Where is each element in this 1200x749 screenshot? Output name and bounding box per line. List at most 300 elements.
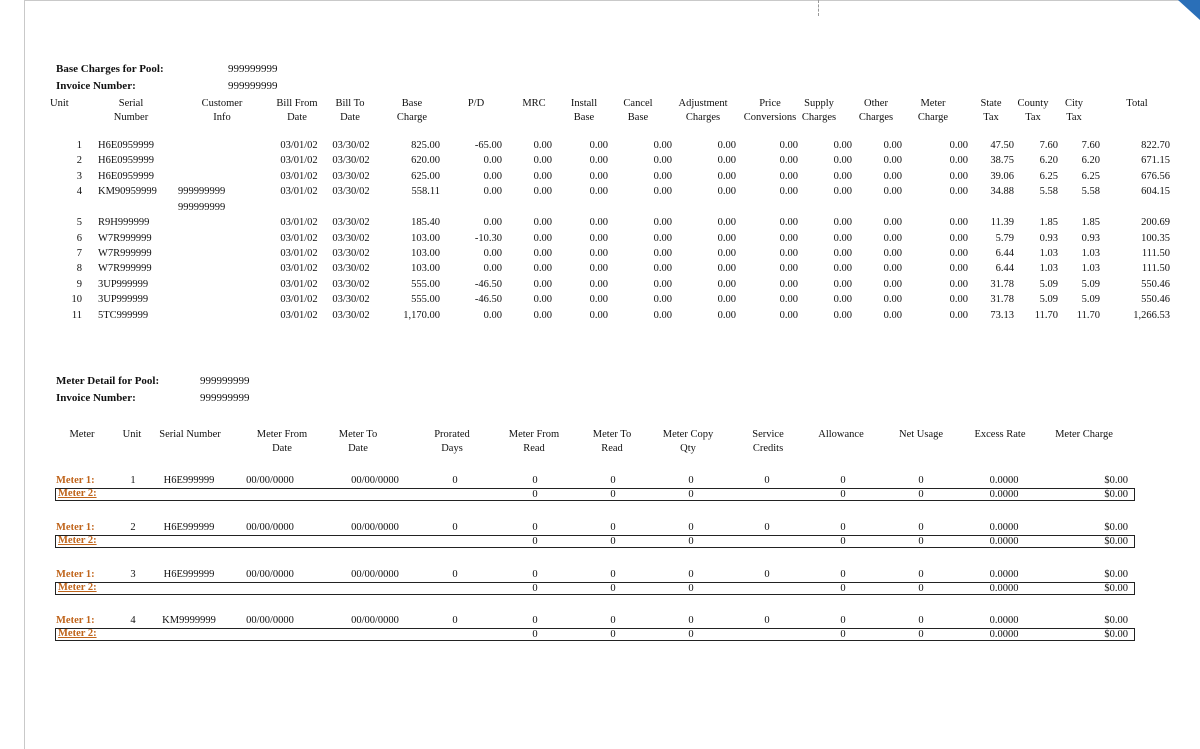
base-row-0-cell-4: 03/30/02 [332,140,370,151]
base-row-7-cell-12: 0.00 [833,248,852,259]
base-header-11-line1: Price [759,98,781,109]
meter-group-2-m2-cell-2: 0 [688,583,694,594]
base-row-8-cell-6: 0.00 [483,263,502,274]
base-row-8-cell-4: 03/30/02 [332,263,370,274]
base-row-11-cell-1: 5TC999999 [98,310,149,321]
meter-group-2-m1-cell-11: 0 [918,569,924,580]
base-row-3-cell-0: 4 [76,186,82,197]
base-header-5-line2: Charge [396,112,428,123]
base-row-5-cell-10: 0.00 [717,217,736,228]
meter-group-3-m1-cell-10: 0 [840,615,846,626]
base-row-0-cell-14: 0.00 [949,140,968,151]
base-row-11-cell-9: 0.00 [653,310,672,321]
base-row-2-cell-1: H6E0959999 [98,171,154,182]
base-row-1-cell-8: 0.00 [589,155,608,166]
base-row-6-cell-10: 0.00 [717,233,736,244]
page-break-mark [818,0,820,16]
base-header-5-line1: Base [401,98,423,109]
meter-group-0-m1-cell-3: 00/00/0000 [246,475,294,486]
meter-group-3-m1-cell-3: 00/00/0000 [246,615,294,626]
base-row-2-cell-4: 03/30/02 [332,171,370,182]
base-row-10-cell-3: 03/01/02 [280,294,318,305]
base-row-3-cell-12: 0.00 [833,186,852,197]
meter-group-1-m1-cell-9: 0 [764,522,770,533]
meter-group-3-m2-cell-1: 0 [610,629,616,640]
meter-group-2-m1-cell-5: 0 [452,569,458,580]
meter-group-1-m1-cell-1: 2 [130,522,136,533]
base-row-0-cell-7: 0.00 [533,140,552,151]
meter-group-3-m2-cell-5: 0.0000 [989,629,1019,640]
base-header-2-line2: Info [213,112,231,123]
base-row-9-cell-12: 0.00 [833,279,852,290]
meter-pool-value: 999999999 [200,375,250,387]
base-row-9-cell-0: 9 [76,279,82,290]
base-row-7-cell-11: 0.00 [779,248,798,259]
meter-group-2-m1-cell-13: $0.00 [1104,569,1128,580]
base-row-8-cell-12: 0.00 [833,263,852,274]
meter-group-0-m2-cell-1: 0 [610,489,616,500]
base-row-7-cell-6: 0.00 [483,248,502,259]
meter-group-0-m1-cell-7: 0 [610,475,616,486]
base-header-16-line2: Tax [1025,112,1041,123]
base-row-3-cell-14: 0.00 [949,186,968,197]
base-header-1-line1: Serial [118,98,144,109]
base-row-1-cell-11: 0.00 [779,155,798,166]
base-row-9-cell-5: 555.00 [411,279,440,290]
base-pool-label: Base Charges for Pool: [56,63,164,75]
base-row-0-cell-9: 0.00 [653,140,672,151]
base-row-3-cell-8: 0.00 [589,186,608,197]
base-header-16-line1: County [1017,98,1049,109]
meter-group-2-m2-cell-3: 0 [840,583,846,594]
base-row-7-cell-18: 111.50 [1141,248,1170,259]
base-row-9-cell-4: 03/30/02 [332,279,370,290]
base-row-9-cell-13: 0.00 [883,279,902,290]
base-row-8-cell-15: 6.44 [995,263,1014,274]
meter-group-0-m1-cell-10: 0 [840,475,846,486]
base-row-1-cell-9: 0.00 [653,155,672,166]
base-row-0-cell-16: 7.60 [1039,140,1058,151]
base-row-11-cell-3: 03/01/02 [280,310,318,321]
base-row-0-cell-1: H6E0959999 [98,140,154,151]
base-row-3-cell-2: 999999999 [178,186,226,197]
base-row-7-cell-9: 0.00 [653,248,672,259]
base-row-9-cell-15: 31.78 [990,279,1014,290]
meter-group-2-m2-label: Meter 2: [58,582,97,593]
base-row-10-cell-4: 03/30/02 [332,294,370,305]
base-row-10-cell-6: -46.50 [474,294,502,305]
base-row-3-cell-10: 0.00 [717,186,736,197]
base-row-3-cell-5: 558.11 [411,186,440,197]
base-header-15-line1: State [980,98,1002,109]
base-row-2-cell-15: 39.06 [990,171,1014,182]
base-row-0-cell-0: 1 [76,140,82,151]
base-header-2-line1: Customer [201,98,243,109]
meter-header-8-line2: Qty [680,443,696,454]
meter-group-2-m2-cell-6: $0.00 [1104,583,1128,594]
base-row-10-cell-10: 0.00 [717,294,736,305]
base-header-13-line2: Charges [858,112,894,123]
base-row-8-cell-3: 03/01/02 [280,263,318,274]
base-header-3-line2: Date [287,112,307,123]
base-row-2-cell-6: 0.00 [483,171,502,182]
base-invoice-label: Invoice Number: [56,80,136,92]
meter-group-1-m1-cell-3: 00/00/0000 [246,522,294,533]
base-row-5-cell-6: 0.00 [483,217,502,228]
base-row-11-cell-14: 0.00 [949,310,968,321]
meter-group-2-m1-cell-8: 0 [688,569,694,580]
meter-group-0-m2-cell-0: 0 [532,489,538,500]
meter-group-2-m1-cell-1: 3 [130,569,136,580]
base-row-6-cell-7: 0.00 [533,233,552,244]
base-row-1-cell-6: 0.00 [483,155,502,166]
base-row-11-cell-6: 0.00 [483,310,502,321]
base-row-11-cell-7: 0.00 [533,310,552,321]
base-row-10-cell-0: 10 [71,294,82,305]
base-row-8-cell-11: 0.00 [779,263,798,274]
base-row-1-cell-15: 38.75 [990,155,1014,166]
meter-group-3-m2-row [55,628,1135,641]
base-row-8-cell-14: 0.00 [949,263,968,274]
base-row-3-cell-18: 604.15 [1141,186,1170,197]
base-row-11-cell-12: 0.00 [833,310,852,321]
meter-group-1-m2-label: Meter 2: [58,535,97,546]
base-row-2-cell-14: 0.00 [949,171,968,182]
base-header-18-line1: Total [1126,98,1148,109]
base-row-11-cell-8: 0.00 [589,310,608,321]
meter-group-1-m1-cell-0: Meter 1: [56,522,95,533]
base-row-2-cell-10: 0.00 [717,171,736,182]
base-row-9-cell-6: -46.50 [474,279,502,290]
meter-group-1-m2-cell-5: 0.0000 [989,536,1019,547]
meter-group-0-m1-cell-8: 0 [688,475,694,486]
base-row-5-cell-15: 11.39 [990,217,1014,228]
meter-group-3-m1-cell-6: 0 [532,615,538,626]
meter-header-9-line1: Service [752,429,784,440]
base-row-7-cell-1: W7R999999 [98,248,152,259]
base-row-2-cell-0: 3 [76,171,82,182]
base-row-9-cell-17: 5.09 [1081,279,1100,290]
base-row-8-cell-7: 0.00 [533,263,552,274]
meter-group-3-m2-cell-0: 0 [532,629,538,640]
base-row-7-cell-15: 6.44 [995,248,1014,259]
base-row-5-cell-18: 200.69 [1141,217,1170,228]
meter-group-3-m2-cell-4: 0 [918,629,924,640]
base-row-1-cell-17: 6.20 [1081,155,1100,166]
meter-header-5-line1: Prorated [434,429,470,440]
meter-header-6-line1: Meter From [508,429,560,440]
base-row-3-cell-15: 34.88 [990,186,1014,197]
base-row-8-cell-18: 111.50 [1141,263,1170,274]
base-header-3-line1: Bill From [276,98,318,109]
base-row-6-cell-3: 03/01/02 [280,233,318,244]
meter-group-0-m2-row [55,488,1135,501]
base-row-1-cell-1: H6E0959999 [98,155,154,166]
base-row-6-cell-0: 6 [76,233,82,244]
base-row-7-cell-7: 0.00 [533,248,552,259]
meter-group-1-m2-cell-1: 0 [610,536,616,547]
meter-group-3-m1-cell-0: Meter 1: [56,615,95,626]
meter-header-7-line2: Read [601,443,623,454]
base-row-9-cell-3: 03/01/02 [280,279,318,290]
base-row-0-cell-15: 47.50 [990,140,1014,151]
meter-group-3-m2-label: Meter 2: [58,628,97,639]
base-row-11-cell-11: 0.00 [779,310,798,321]
base-header-6-line1: P/D [467,98,485,109]
base-row-3-cell-17: 5.58 [1081,186,1100,197]
base-row-8-cell-16: 1.03 [1039,263,1058,274]
meter-group-2-m1-cell-2: H6E999999 [163,569,215,580]
base-row-5-cell-7: 0.00 [533,217,552,228]
base-row-7-cell-5: 103.00 [411,248,440,259]
base-row-7-cell-14: 0.00 [949,248,968,259]
base-row-6-cell-12: 0.00 [833,233,852,244]
base-row-11-cell-17: 11.70 [1076,310,1100,321]
base-header-10-line1: Adjustment [678,98,728,109]
base-row-8-cell-9: 0.00 [653,263,672,274]
base-row-0-cell-13: 0.00 [883,140,902,151]
meter-group-1-m1-cell-4: 00/00/0000 [351,522,399,533]
base-header-4-line1: Bill To [335,98,365,109]
base-row-2-cell-13: 0.00 [883,171,902,182]
meter-group-1-m1-cell-5: 0 [452,522,458,533]
base-row-10-cell-8: 0.00 [589,294,608,305]
meter-group-0-m1-cell-2: H6E999999 [163,475,215,486]
meter-group-2-m1-cell-7: 0 [610,569,616,580]
meter-group-3-m1-cell-9: 0 [764,615,770,626]
base-row-11-cell-5: 1,170.00 [403,310,440,321]
base-row-7-cell-0: 7 [76,248,82,259]
base-header-8-line2: Base [573,112,595,123]
base-header-7-line1: MRC [522,98,546,109]
meter-header-6-line2: Read [523,443,545,454]
base-row-1-cell-16: 6.20 [1039,155,1058,166]
meter-group-2-m2-cell-5: 0.0000 [989,583,1019,594]
meter-invoice-label: Invoice Number: [56,392,136,404]
meter-group-2-m1-cell-9: 0 [764,569,770,580]
meter-pool-label: Meter Detail for Pool: [56,375,160,387]
meter-group-2-m2-cell-4: 0 [918,583,924,594]
base-row-1-cell-10: 0.00 [717,155,736,166]
meter-group-1-m2-row [55,535,1135,548]
meter-group-3-m1-cell-11: 0 [918,615,924,626]
meter-group-3-m2-cell-2: 0 [688,629,694,640]
base-row-0-cell-18: 822.70 [1141,140,1170,151]
meter-header-0-line1: Meter [69,429,95,440]
meter-group-3-m1-cell-8: 0 [688,615,694,626]
base-row-10-cell-12: 0.00 [833,294,852,305]
meter-group-0-m1-cell-4: 00/00/0000 [351,475,399,486]
base-pool-value: 999999999 [228,63,278,75]
meter-group-3-m1-cell-5: 0 [452,615,458,626]
base-header-15-line2: Tax [983,112,999,123]
base-row-1-cell-3: 03/01/02 [280,155,318,166]
base-row-5-cell-1: R9H999999 [98,217,150,228]
meter-group-2-m1-cell-6: 0 [532,569,538,580]
base-row-2-cell-17: 6.25 [1081,171,1100,182]
base-row-6-cell-14: 0.00 [949,233,968,244]
meter-group-1-m1-cell-10: 0 [840,522,846,533]
base-row-6-cell-4: 03/30/02 [332,233,370,244]
base-row-8-cell-10: 0.00 [717,263,736,274]
base-row-7-cell-4: 03/30/02 [332,248,370,259]
meter-group-2-m2-row [55,582,1135,595]
meter-group-0-m1-cell-1: 1 [130,475,136,486]
base-row-7-cell-17: 1.03 [1081,248,1100,259]
base-row-10-cell-18: 550.46 [1141,294,1170,305]
base-row-1-cell-4: 03/30/02 [332,155,370,166]
base-row-10-cell-9: 0.00 [653,294,672,305]
base-row-6-cell-17: 0.93 [1081,233,1100,244]
base-row-2-cell-18: 676.56 [1141,171,1170,182]
base-row-3-cell-4: 03/30/02 [332,186,370,197]
base-row-10-cell-14: 0.00 [949,294,968,305]
base-row-6-cell-13: 0.00 [883,233,902,244]
meter-header-11-line1: Net Usage [898,429,944,440]
meter-group-1-m2-cell-3: 0 [840,536,846,547]
base-row-9-cell-16: 5.09 [1039,279,1058,290]
base-row-5-cell-8: 0.00 [589,217,608,228]
base-row-5-cell-14: 0.00 [949,217,968,228]
base-header-14-line2: Charge [917,112,949,123]
base-row-10-cell-17: 5.09 [1081,294,1100,305]
meter-header-4-line1: Meter To [338,429,378,440]
base-header-17-line2: Tax [1066,112,1082,123]
base-row-9-cell-10: 0.00 [717,279,736,290]
base-row-0-cell-12: 0.00 [833,140,852,151]
base-row-5-cell-16: 1.85 [1039,217,1058,228]
base-row-11-cell-15: 73.13 [990,310,1014,321]
base-row-8-cell-5: 103.00 [411,263,440,274]
base-row-10-cell-16: 5.09 [1039,294,1058,305]
base-row-5-cell-17: 1.85 [1081,217,1100,228]
meter-group-0-m2-cell-3: 0 [840,489,846,500]
base-row-3-cell-7: 0.00 [533,186,552,197]
meter-group-2-m1-cell-4: 00/00/0000 [351,569,399,580]
base-row-1-cell-5: 620.00 [411,155,440,166]
base-row-11-cell-10: 0.00 [717,310,736,321]
meter-header-3-line2: Date [272,443,292,454]
base-row-1-cell-12: 0.00 [833,155,852,166]
base-row-5-cell-13: 0.00 [883,217,902,228]
meter-header-9-line2: Credits [752,443,784,454]
base-header-12-line2: Charges [801,112,837,123]
base-row-10-cell-13: 0.00 [883,294,902,305]
base-row-6-cell-9: 0.00 [653,233,672,244]
meter-group-2-m1-cell-12: 0.0000 [989,569,1019,580]
meter-group-0-m2-cell-6: $0.00 [1104,489,1128,500]
base-row-3-cell-9: 0.00 [653,186,672,197]
base-row-2-cell-9: 0.00 [653,171,672,182]
base-row-4-cell-2: 999999999 [178,202,226,213]
meter-invoice-value: 999999999 [200,392,250,404]
base-row-7-cell-3: 03/01/02 [280,248,318,259]
base-row-0-cell-6: -65.00 [474,140,502,151]
base-row-1-cell-0: 2 [76,155,82,166]
base-row-8-cell-13: 0.00 [883,263,902,274]
meter-group-3-m1-cell-1: 4 [130,615,136,626]
base-row-6-cell-11: 0.00 [779,233,798,244]
base-row-3-cell-13: 0.00 [883,186,902,197]
meter-group-0-m1-cell-12: 0.0000 [989,475,1019,486]
meter-group-1-m1-cell-13: $0.00 [1104,522,1128,533]
base-row-5-cell-3: 03/01/02 [280,217,318,228]
base-row-8-cell-17: 1.03 [1081,263,1100,274]
meter-group-0-m1-cell-11: 0 [918,475,924,486]
base-row-7-cell-10: 0.00 [717,248,736,259]
base-row-9-cell-14: 0.00 [949,279,968,290]
meter-group-1-m2-cell-4: 0 [918,536,924,547]
base-row-7-cell-8: 0.00 [589,248,608,259]
meter-group-1-m1-cell-7: 0 [610,522,616,533]
base-header-17-line1: City [1064,98,1084,109]
base-row-3-cell-6: 0.00 [483,186,502,197]
base-row-0-cell-11: 0.00 [779,140,798,151]
base-row-11-cell-13: 0.00 [883,310,902,321]
base-row-1-cell-14: 0.00 [949,155,968,166]
meter-header-1-line1: Unit [122,429,142,440]
meter-group-1-m2-cell-0: 0 [532,536,538,547]
base-header-0-line1: Unit [50,98,69,109]
meter-group-1-m1-cell-11: 0 [918,522,924,533]
base-header-9-line2: Base [627,112,649,123]
base-row-9-cell-7: 0.00 [533,279,552,290]
base-header-1-line2: Number [113,112,149,123]
base-row-10-cell-15: 31.78 [990,294,1014,305]
base-row-3-cell-11: 0.00 [779,186,798,197]
base-row-11-cell-18: 1,266.53 [1133,310,1170,321]
base-row-9-cell-18: 550.46 [1141,279,1170,290]
base-row-3-cell-16: 5.58 [1039,186,1058,197]
meter-group-0-m1-cell-13: $0.00 [1104,475,1128,486]
base-row-2-cell-3: 03/01/02 [280,171,318,182]
base-row-5-cell-4: 03/30/02 [332,217,370,228]
base-row-6-cell-6: -10.30 [474,233,502,244]
base-row-11-cell-0: 11 [71,310,82,321]
base-row-5-cell-5: 185.40 [411,217,440,228]
base-row-5-cell-0: 5 [76,217,82,228]
meter-group-0-m2-cell-5: 0.0000 [989,489,1019,500]
base-row-10-cell-7: 0.00 [533,294,552,305]
meter-header-12-line1: Excess Rate [974,429,1026,440]
base-row-3-cell-1: KM90959999 [98,186,157,197]
base-row-8-cell-0: 8 [76,263,82,274]
base-row-9-cell-9: 0.00 [653,279,672,290]
meter-header-8-line1: Meter Copy [662,429,714,440]
meter-group-2-m1-cell-3: 00/00/0000 [246,569,294,580]
base-row-1-cell-7: 0.00 [533,155,552,166]
base-header-8-line1: Install [570,98,598,109]
base-row-10-cell-5: 555.00 [411,294,440,305]
base-row-7-cell-13: 0.00 [883,248,902,259]
meter-group-0-m1-cell-9: 0 [764,475,770,486]
meter-group-3-m1-cell-2: KM9999999 [162,615,216,626]
base-row-5-cell-11: 0.00 [779,217,798,228]
meter-group-3-m2-cell-6: $0.00 [1104,629,1128,640]
meter-group-2-m1-cell-10: 0 [840,569,846,580]
meter-header-5-line2: Days [441,443,463,454]
base-row-7-cell-16: 1.03 [1039,248,1058,259]
meter-group-0-m2-cell-4: 0 [918,489,924,500]
base-row-2-cell-5: 625.00 [411,171,440,182]
base-header-14-line1: Meter [920,98,946,109]
meter-header-10-line1: Allowance [818,429,864,440]
base-row-0-cell-3: 03/01/02 [280,140,318,151]
base-row-6-cell-15: 5.79 [995,233,1014,244]
meter-group-3-m1-cell-13: $0.00 [1104,615,1128,626]
base-row-5-cell-9: 0.00 [653,217,672,228]
base-header-9-line1: Cancel [623,98,653,109]
